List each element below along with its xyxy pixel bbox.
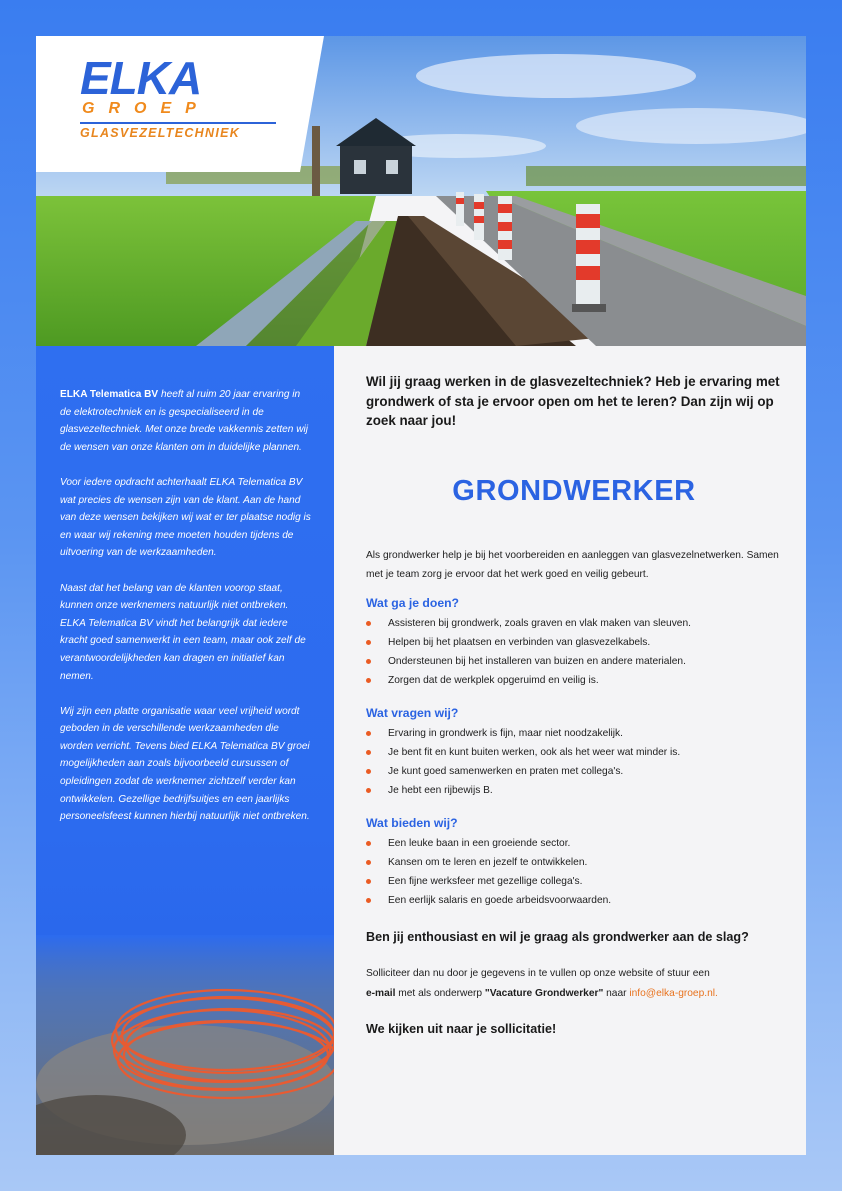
list-item [366, 724, 782, 743]
list-item [366, 872, 782, 891]
bullet-dot-icon [366, 621, 371, 626]
bullet-dot-icon [366, 640, 371, 645]
logo-group: GROEP [82, 100, 210, 117]
email-link[interactable]: info@elka-groep.nl. [629, 987, 718, 999]
bullet-list [366, 614, 782, 690]
section-heading: Wat bieden wij? [366, 815, 458, 830]
logo-brand: ELKA [80, 52, 202, 104]
company-organisation-paragraph: Wij zijn een platte organisatie waar veel vrijheid wordt geboden in de verschillende werkzaamheden die worden verricht. Tevens bied ELKA Telematica BV groei mogelijkheden aan zoals bijvoorbeeld cursussen of opleidingen zodat de werknemer zichtzelf verder kan ontwikkelen. Gezellige bedrijfsuitjes en een jaarlijks personeelsfeest kunnen hierbij natuurlijk niet ontbreken. [60, 705, 310, 823]
bullet-dot-icon [366, 750, 371, 755]
list-item [366, 614, 782, 633]
list-item [366, 652, 782, 671]
bullet-dot-icon [366, 678, 371, 683]
company-intro-paragraph [60, 386, 312, 456]
company-logo [80, 52, 276, 140]
list-item-text: Ondersteunen bij het installeren van buizen en andere materialen. [388, 655, 686, 667]
bullet-dot-icon [366, 841, 371, 846]
list-item-text: Een eerlijk salaris en goede arbeidsvoorwaarden. [388, 894, 612, 906]
apply-naar-text: naar [603, 987, 630, 999]
list-item [366, 633, 782, 652]
section-requirements [366, 706, 782, 800]
list-item-text: Helpen bij het plaatsen en verbinden van glasvezelkabels. [388, 636, 651, 648]
list-item [366, 853, 782, 872]
list-item [366, 671, 782, 690]
intro-text: Wil jij graag werken in de glasvezeltechniek? Heb je ervaring met grondwerk of sta je ervoor open om het te leren? Dan zijn wij op zoek naar jou! [366, 374, 780, 428]
fiber-cable-illustration [36, 935, 334, 1155]
list-item [366, 891, 782, 910]
company-intro-rest: heeft al ruim 20 jaar ervaring in de elektrotechniek en is gespecialiseerd in de glasvezeltechniek. Met onze brede vakkennis zetten wij de wensen van onze klanten om in duidelijke plannen. [60, 389, 308, 453]
list-item-text: Een fijne werksfeer met gezellige collega's. [388, 875, 583, 887]
list-item-text: Een leuke baan in een groeiende sector. [388, 837, 571, 849]
apply-subject: "Vacature Grondwerker" [484, 987, 604, 999]
apply-email-label: e-mail [366, 987, 396, 999]
bullet-dot-icon [366, 860, 371, 865]
section-heading: Wat vragen wij? [366, 705, 459, 720]
call-to-action: Ben jij enthousiast en wil je graag als grondwerker aan de slag? [366, 929, 749, 944]
bullet-dot-icon [366, 788, 371, 793]
list-item [366, 781, 782, 800]
section-heading: Wat ga je doen? [366, 595, 459, 610]
company-info-column [36, 346, 334, 1155]
bullet-list [366, 724, 782, 800]
bullet-dot-icon [366, 659, 371, 664]
list-item [366, 762, 782, 781]
apply-mid-text: met als onderwerp [395, 987, 485, 999]
job-description: Als grondwerker help je bij het voorbereiden en aanleggen van glasvezelnetwerken. Samen met je team zorg je ervoor dat het werk goed en veilig gebeurt. [366, 549, 779, 580]
job-title: GRONDWERKER [452, 474, 696, 507]
list-item-text: Ervaring in grondwerk is fijn, maar niet noodzakelijk. [388, 727, 623, 739]
list-item-text: Assisteren bij grondwerk, zoals graven en vlak maken van sleuven. [388, 617, 691, 629]
apply-instructions [366, 964, 782, 1004]
vacancy-sheet [36, 36, 806, 1155]
bullet-dot-icon [366, 731, 371, 736]
list-item-text: Je kunt goed samenwerken en praten met collega's. [388, 765, 624, 777]
list-item-text: Je bent fit en kunt buiten werken, ook als het weer wat minder is. [388, 746, 681, 758]
company-team-paragraph: Naast dat het belang van de klanten voorop staat, kunnen onze werknemers natuurlijk niet ontbreken. ELKA Telematica BV vindt het belangrijk dat iedere kracht goed samenwerkt in een team, maar ook zelf de verantwoordelijkheden kan dragen en initiatief kan nemen. [60, 582, 306, 682]
list-item [366, 743, 782, 762]
list-item-text: Zorgen dat de werkplek opgeruimd en veilig is. [388, 674, 599, 686]
vacancy-content [334, 346, 806, 1155]
bullet-dot-icon [366, 879, 371, 884]
list-item-text: Kansen om te leren en jezelf te ontwikkelen. [388, 856, 588, 868]
bullet-list [366, 834, 782, 910]
bullet-dot-icon [366, 769, 371, 774]
closing-text: We kijken uit naar je sollicitatie! [366, 1021, 557, 1036]
bullet-dot-icon [366, 898, 371, 903]
company-name: ELKA Telematica BV [60, 389, 159, 400]
list-item-text: Je hebt een rijbewijs B. [388, 784, 493, 796]
company-approach-paragraph: Voor iedere opdracht achterhaalt ELKA Telematica BV wat precies de wensen zijn van de klant. Aan de hand van deze wensen bekijken wij wat er ter plaatse nodig is en waar wij rekening mee moeten houden tijdens de uitvoering van de werkzaamheden. [60, 476, 311, 559]
section-tasks [366, 596, 782, 690]
hero-photo [36, 36, 806, 346]
section-offer [366, 816, 782, 910]
apply-line: Solliciteer dan nu door je gegevens in te vullen op onze website of stuur een [366, 967, 710, 979]
company-info-text [60, 386, 312, 843]
list-item [366, 834, 782, 853]
logo-tagline: GLASVEZELTECHNIEK [80, 122, 276, 140]
